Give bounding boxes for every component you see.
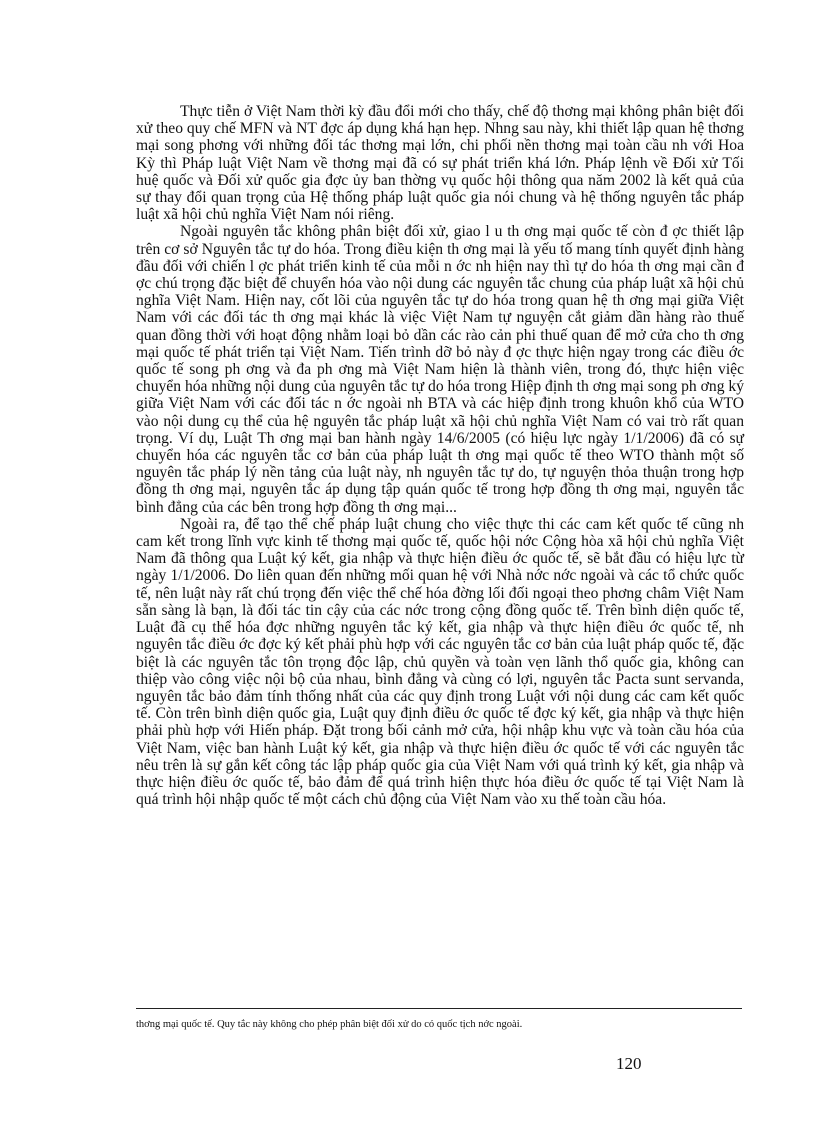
- page-number: 120: [616, 1054, 642, 1073]
- footnote-separator: [136, 1008, 742, 1009]
- body-text: [136, 103, 744, 808]
- paragraph-3: Ngoài ra, để tạo thể chế pháp luật chung cho việc thực thi các cam kết quốc tế cũng nh cam kết trong lĩnh vực kinh tế thơng mại quốc tế, quốc hội nớc Cộng hòa xã hội chủ nghĩa Việt Nam đã thông qua Luật ký kết, gia nhập và thực hiện điều ớc quốc tế, sẽ bắt đầu có hiệu lực từ ngày 1/1/2006. Do liên quan đến những mối quan hệ với Nhà nớc nớc ngoài và các tổ chức quốc tế, nên luật này rất chú trọng đến việc thể chế hóa đờng lối đối ngoại theo phơng châm Việt Nam sẵn sàng là bạn, là đối tác tin cậy của các nớc trong cộng đồng quốc tế. Trên bình diện quốc tế, Luật đã cụ thể hóa đợc những nguyên tắc ký kết, gia nhập và thực hiện điều ớc quốc tế, nh nguyên tắc điều ớc đợc ký kết phải phù hợp với các nguyên tắc cơ bản của luật pháp quốc tế, đặc biệt là các nguyên tắc tôn trọng độc lập, chủ quyền và toàn vẹn lãnh thổ quốc gia, không can thiệp vào công việc nội bộ của nhau, bình đẳng và cùng có lợi, nguyên tắc Pacta sunt servanda, nguyên tắc bảo đảm tính thống nhất của các quy định trong Luật với nội dung các cam kết quốc tế. Còn trên bình diện quốc gia, Luật quy định điều ớc quốc tế đợc ký kết, gia nhập và thực hiện phải phù hợp với Hiến pháp. Đặt trong bối cảnh mở cửa, hội nhập khu vực và toàn cầu hóa của Việt Nam, việc ban hành Luật ký kết, gia nhập và thực hiện điều ớc quốc tế với các nguyên tắc nêu trên là sự gắn kết công tác lập pháp quốc gia của Việt Nam với quá trình ký kết, gia nhập và thực hiện điều ớc quốc tế, bảo đảm để quá trình hiện thực hóa điều ớc quốc tế tại Việt Nam là quá trình hội nhập quốc tế một cách chủ động của Việt Nam vào xu thế toàn cầu hóa.: [136, 515, 744, 809]
- paragraph-2: Ngoài nguyên tắc không phân biệt đối xử, giao l u th ơng mại quốc tế còn đ ợc thiết lập trên cơ sở Nguyên tắc tự do hóa. Trong điều kiện th ơng mại là yếu tố mang tính quyết định hàng đầu đối với chiến l ợc phát triển kinh tế của mỗi n ớc nh hiện nay thì tự do hóa th ơng mại cần đ ợc chú trọng đặc biệt để chuyển hóa vào nội dung các nguyên tắc chung của pháp luật xã hội chủ nghĩa Việt Nam. Hiện nay, cốt lõi của nguyên tắc tự do hóa trong quan hệ th ơng mại giữa Việt Nam với các đối tác th ơng mại khác là việc Việt Nam tự nguyện cắt giảm dần hàng rào thuế quan đồng thời với hoạt động nhằm loại bỏ dần các rào cản phi thuế quan để mở cửa cho th ơng mại quốc tế phát triển tại Việt Nam. Tiến trình dỡ bỏ này đ ợc thực hiện ngay trong các điều ớc quốc tế song ph ơng và đa ph ơng mà Việt Nam hiện là thành viên, trong đó, thực hiện việc chuyển hóa những nội dung của nguyên tắc tự do hóa trong Hiệp định th ơng mại song ph ơng ký giữa Việt Nam với các đối tác n ớc ngoài nh BTA và các hiệp định trong khuôn khổ của WTO vào nội dung cụ thể của hệ nguyên tắc pháp luật xã hội chủ nghĩa Việt Nam có vai trò rất quan trọng. Ví dụ, Luật Th ơng mại ban hành ngày 14/6/2005 (có hiệu lực ngày 1/1/2006) đã có sự chuyển hóa các nguyên tắc cơ bản của pháp luật th ơng mại quốc tế theo WTO thành một số nguyên tắc pháp lý nền tảng của luật này, nh nguyên tắc tự do, tự nguyện thỏa thuận trong hợp đồng th ơng mại, nguyên tắc áp dụng tập quán quốc tế trong hợp đồng th ơng mại, nguyên tắc bình đẳng của các bên trong hợp đồng th ơng mại...: [136, 223, 744, 516]
- footnote: thơng mại quốc tế. Quy tắc này không cho phép phân biệt đối xử do có quốc tịch nớc ngoài.: [136, 1019, 523, 1030]
- paragraph-1: Thực tiễn ở Việt Nam thời kỳ đầu đổi mới cho thấy, chế độ thơng mại không phân biệt đối xử theo quy chế MFN và NT đợc áp dụng khá hạn hẹp. Nhng sau này, khi thiết lập quan hệ thơng mại song phơng với những đối tác thơng mại lớn, chi phối nền thơng mại toàn cầu nh với Hoa Kỳ thì Pháp luật Việt Nam về thơng mại đã có sự phát triển khá lớn. Pháp lệnh về Đối xử Tối huệ quốc và Đối xử quốc gia đợc ủy ban thờng vụ quốc hội thông qua năm 2002 là kết quả của sự thay đổi quan trọng của Hệ thống pháp luật quốc gia nói chung và hệ thống nguyên tắc pháp luật xã hội chủ nghĩa Việt Nam nói riêng.: [136, 103, 744, 224]
